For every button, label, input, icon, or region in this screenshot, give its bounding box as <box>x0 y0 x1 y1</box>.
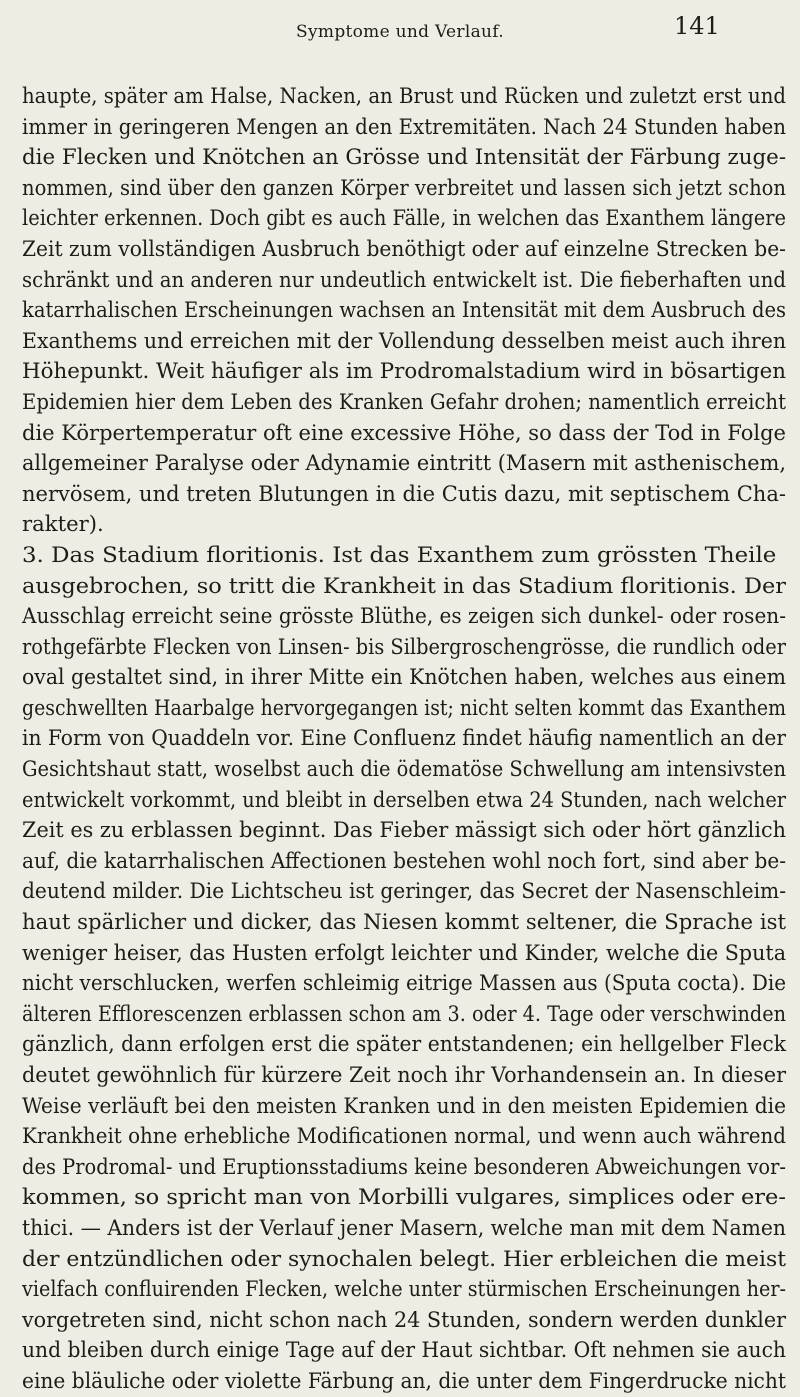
text-line: haut spärlicher und dicker, das Niesen kommt seltener, die Sprache ist <box>22 909 787 935</box>
text-line: weniger heiser, das Husten erfolgt leichter und Kinder, welche die Sputa <box>22 939 787 965</box>
text-line: entwickelt vorkommt, und bleibt in derselben etwa 24 Stunden, nach welcher <box>22 786 787 812</box>
text-line: älteren Efflorescenzen erblassen schon am 3. oder 4. Tage oder verschwinden <box>22 1000 787 1026</box>
text-line: kommen, so spricht man von Morbilli vulgares, simplices oder ere- <box>22 1184 786 1210</box>
running-head: Symptome und Verlauf. <box>296 22 504 42</box>
text-line: allgemeiner Paralyse oder Adynamie eintritt (Masern mit asthenischem, <box>22 450 787 476</box>
text-line: gänzlich, dann erfolgen erst die später entstandenen; ein hellgelber Fleck <box>22 1031 787 1057</box>
text-line: Epidemien hier dem Leben des Kranken Gefahr drohen; namentlich erreicht <box>22 388 787 414</box>
text-line: des Prodromal- und Eruptionsstadiums keine besonderen Abweichungen vor- <box>22 1153 786 1179</box>
page-number: 141 <box>674 12 720 40</box>
body-text <box>22 81 786 1397</box>
text-line: haupte, später am Halse, Nacken, an Brust und Rücken und zuletzt erst und <box>22 83 787 108</box>
text-line: Krankheit ohne erhebliche Modificationen normal, und wenn auch während <box>22 1123 787 1149</box>
text-line: oval gestaltet sind, in ihrer Mitte ein Knötchen haben, welches aus einem <box>22 664 786 690</box>
text-line: thici. — Anders ist der Verlauf jener Masern, welche man mit dem Namen <box>22 1214 787 1240</box>
text-line: vielfach confluirenden Flecken, welche unter stürmischen Erscheinungen her- <box>22 1276 787 1302</box>
text-line: der entzündlichen oder synochalen belegt. Hier erbleichen die meist <box>22 1245 787 1271</box>
text-line: Gesichtshaut statt, woselbst auch die ödematöse Schwellung am intensivsten <box>22 756 786 782</box>
text-line: nicht verschlucken, werfen schleimig eitrige Massen aus (Sputa cocta). Die <box>22 970 787 996</box>
text-line: vorgetreten sind, nicht schon nach 24 Stunden, sondern werden dunkler <box>22 1306 786 1332</box>
text-line: deutet gewöhnlich für kürzere Zeit noch ihr Vorhandensein an. In dieser <box>22 1062 787 1087</box>
text-line: auf, die katarrhalischen Affectionen bestehen wohl noch fort, sind aber be- <box>22 847 786 873</box>
text-line: Ausschlag erreicht seine grösste Blüthe, es zeigen sich dunkel- oder rosen- <box>22 603 786 629</box>
text-line: Zeit zum vollständigen Ausbruch benöthigt oder auf einzelne Strecken be- <box>22 235 787 261</box>
text-line: Zeit es zu erblassen beginnt. Das Fieber mässigt sich oder hört gänzlich <box>22 817 787 843</box>
text-line: die Körpertemperatur oft eine excessive Höhe, so dass der Tod in Folge <box>22 419 786 445</box>
text-line: immer in geringeren Mengen an den Extremitäten. Nach 24 Stunden haben <box>22 113 787 139</box>
text-line: katarrhalischen Erscheinungen wachsen an Intensität mit dem Ausbruch des <box>22 297 787 323</box>
text-line: nervösem, und treten Blutungen in die Cutis dazu, mit septischem Cha- <box>22 480 786 506</box>
text-line: Höhepunkt. Weit häufiger als im Prodromalstadium wird in bösartigen <box>22 358 786 384</box>
text-line: eine bläuliche oder violette Färbung an, die unter dem Fingerdrucke nicht <box>22 1367 786 1393</box>
text-line: die Flecken und Knötchen an Grösse und Intensität der Färbung zuge- <box>22 144 787 170</box>
text-line: Weise verläuft bei den meisten Kranken und in den meisten Epidemien die <box>22 1092 786 1118</box>
text-line: ausgebrochen, so tritt die Krankheit in das Stadium floritionis. Der <box>22 572 786 598</box>
text-line: geschwellten Haarbalge hervorgegangen ist; nicht selten kommt das Exanthem <box>22 694 787 720</box>
text-line: in Form von Quaddeln vor. Eine Confluenz findet häufig namentlich an der <box>22 725 787 751</box>
text-line: und bleiben durch einige Tage auf der Haut sichtbar. Oft nehmen sie auch <box>22 1337 786 1363</box>
text-line: schränkt und an anderen nur undeutlich entwickelt ist. Die fieberhaften und <box>22 266 787 292</box>
text-line: 3. Das Stadium floritionis. Ist das Exanthem zum grössten Theile <box>22 541 777 567</box>
text-line: rothgefärbte Flecken von Linsen- bis Silbergroschengrösse, die rundlich oder <box>22 633 786 659</box>
text-line: nommen, sind über den ganzen Körper verbreitet und lassen sich jetzt schon <box>22 174 787 200</box>
text-line: Exanthems und erreichen mit der Vollendung desselben meist auch ihren <box>22 327 787 353</box>
text-line: deutend milder. Die Lichtscheu ist geringer, das Secret der Nasenschleim- <box>22 878 787 904</box>
text-line: rakter). <box>22 511 104 537</box>
text-line: leichter erkennen. Doch gibt es auch Fälle, in welchen das Exanthem längere <box>22 205 786 231</box>
